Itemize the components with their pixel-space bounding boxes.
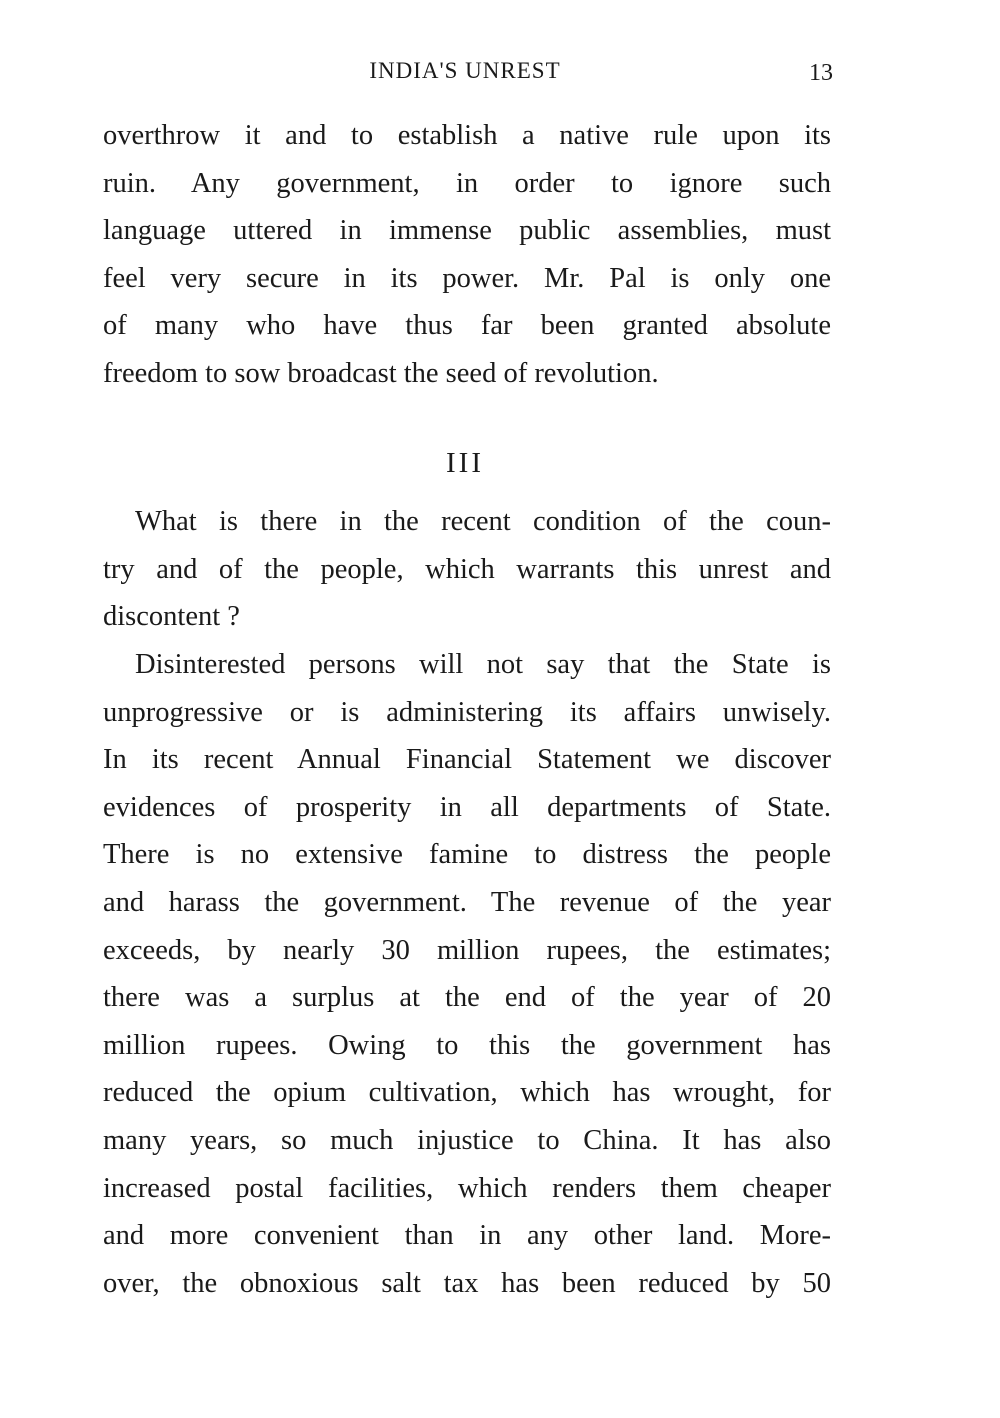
text-line: There is no extensive famine to distress the people xyxy=(103,839,831,871)
paragraph-prosperity xyxy=(103,641,831,1307)
text-line: million rupees. Owing to this the government has xyxy=(103,1029,831,1061)
text-line: many years, so much injustice to China. It has also xyxy=(103,1124,831,1156)
text-line: freedom to sow broadcast the seed of revolution. xyxy=(103,357,659,389)
text-line: exceeds, by nearly 30 million rupees, the estimates; xyxy=(103,934,831,966)
text-line: reduced the opium cultivation, which has wrought, for xyxy=(103,1077,831,1109)
paragraph-question xyxy=(103,498,831,641)
text-line: try and of the people, which warrants this unrest and xyxy=(103,553,831,585)
text-line: language uttered in immense public assemblies, must xyxy=(103,215,831,247)
text-line: ruin. Any government, in order to ignore such xyxy=(103,167,831,199)
text-line: over, the obnoxious salt tax has been reduced by 50 xyxy=(103,1267,831,1299)
text-line: In its recent Annual Financial Statement we discover xyxy=(103,744,831,776)
running-header xyxy=(0,58,1000,88)
text-line: evidences of prosperity in all departments of State. xyxy=(103,791,831,823)
text-line: and harass the government. The revenue of the year xyxy=(103,886,831,918)
paragraph-continued xyxy=(103,112,831,398)
text-line: feel very secure in its power. Mr. Pal is only one xyxy=(103,262,831,294)
text-line: of many who have thus far been granted absolute xyxy=(103,310,831,342)
page-number: 13 xyxy=(809,60,833,86)
text-line: increased postal facilities, which renders them cheaper xyxy=(103,1172,831,1204)
text-line: Disinterested persons will not say that the State is xyxy=(135,649,831,680)
running-title: INDIA'S UNREST xyxy=(369,58,561,83)
section-heading: III xyxy=(446,447,484,479)
text-line: and more convenient than in any other land. More- xyxy=(103,1220,831,1252)
text-line: discontent ? xyxy=(103,601,240,633)
text-line: there was a surplus at the end of the year of 20 xyxy=(103,982,831,1014)
text-line: overthrow it and to establish a native rule upon its xyxy=(103,120,831,151)
text-line: unprogressive or is administering its affairs unwisely. xyxy=(103,696,831,728)
text-line: What is there in the recent condition of the coun- xyxy=(135,506,831,537)
